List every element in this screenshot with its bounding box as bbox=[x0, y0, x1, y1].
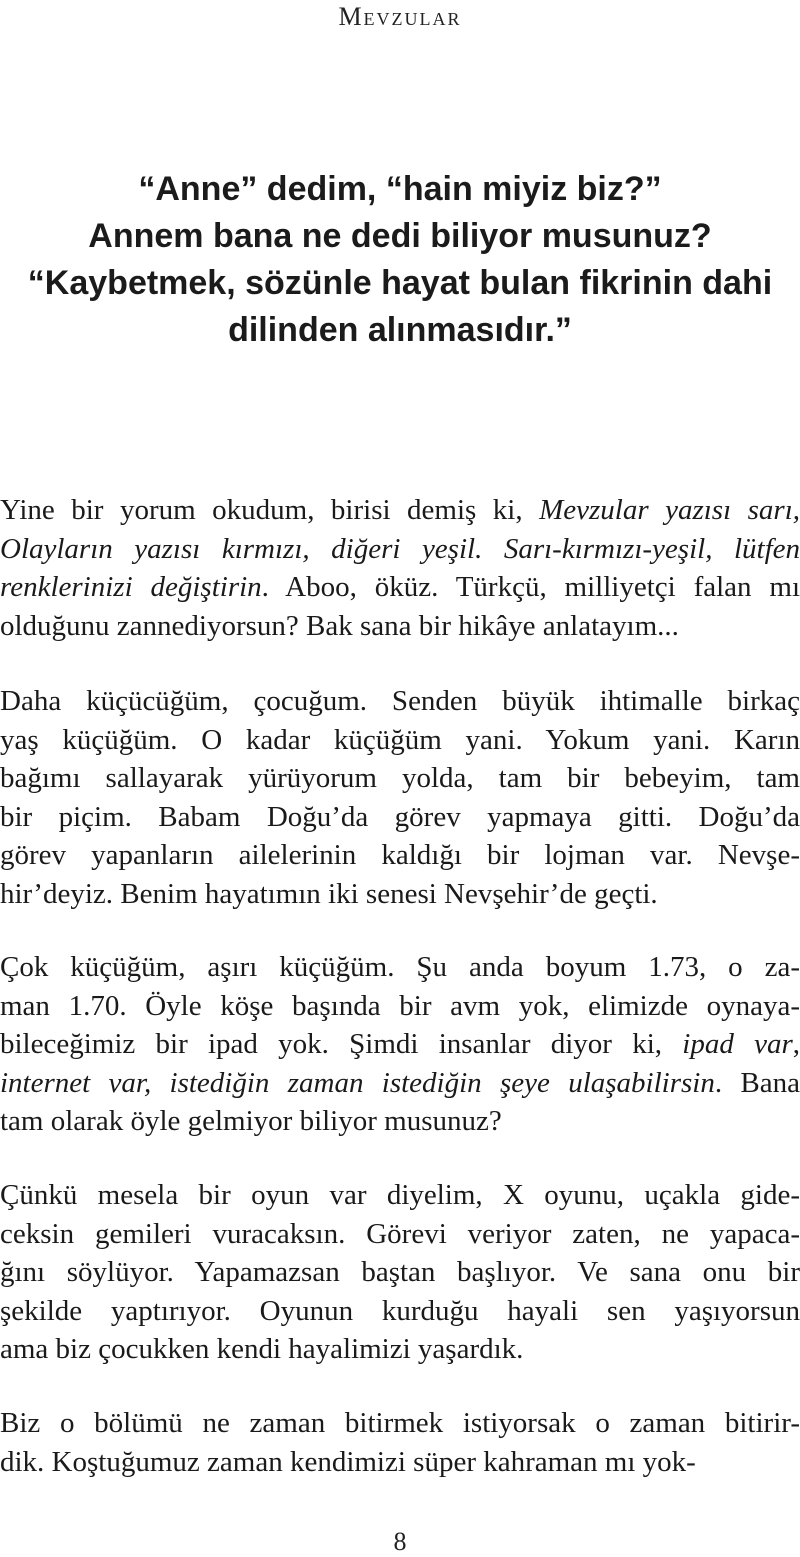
text-line bbox=[0, 987, 800, 1026]
text-line bbox=[0, 836, 800, 875]
text-segment: tam olarak öyle gelmiyor biliyor musunuz? bbox=[0, 1105, 502, 1137]
text-line bbox=[0, 875, 800, 914]
text-line bbox=[0, 798, 800, 837]
text-segment: şekilde yaptırıyor. Oyunun kurduğu hayali sen yaşıyorsun bbox=[0, 1294, 800, 1327]
text-segment: bir piçim. Babam Doğu’da görev yapmaya gitti. Doğu’da bbox=[0, 800, 800, 833]
italic-text: ipad var bbox=[682, 1028, 793, 1060]
text-segment: . Aboo, öküz. Türkçü, milliyetçi falan mı bbox=[261, 571, 800, 603]
text-line bbox=[0, 530, 800, 569]
italic-text: Mevzular yazısı sarı, bbox=[539, 494, 800, 526]
text-segment: bağımı sallayarak yürüyorum yolda, tam bir bebeyim, tam bbox=[0, 762, 800, 794]
text-segment: Daha küçücüğüm, çocuğum. Senden büyük ihtimalle birkaç bbox=[0, 685, 800, 717]
text-line bbox=[0, 682, 800, 721]
paragraph bbox=[0, 1176, 800, 1369]
text-segment: ğını söylüyor. Yapamazsan baştan başlıyor. Ve sana onu bir bbox=[0, 1256, 800, 1288]
text-line bbox=[0, 1102, 800, 1141]
text-line bbox=[0, 1176, 800, 1215]
text-segment: bileceğimiz bir ipad yok. Şimdi insanlar diyor ki, bbox=[0, 1028, 683, 1060]
text-line bbox=[0, 1443, 800, 1482]
text-line bbox=[0, 1064, 800, 1103]
pull-quote bbox=[0, 166, 800, 354]
paragraph bbox=[0, 682, 800, 913]
text-segment: dik. Koştuğumuz zaman kendimizi süper kahraman mı yok- bbox=[0, 1445, 696, 1478]
text-segment: ceksin gemileri vuracaksın. Görevi veriyor zaten, ne yapaca- bbox=[0, 1217, 800, 1250]
page-number: 8 bbox=[393, 1527, 407, 1556]
text-line bbox=[0, 607, 800, 646]
text-segment: Biz o bölümü ne zaman bitirmek istiyorsak o zaman bitirir- bbox=[0, 1407, 800, 1439]
text-line bbox=[0, 1253, 800, 1292]
text-line bbox=[0, 568, 800, 607]
italic-text: renklerinizi değiştirin bbox=[0, 571, 262, 603]
text-segment: . Bana bbox=[714, 1066, 800, 1099]
text-segment: görev yapanların ailelerinin kaldığı bir lojman var. Nevşe- bbox=[0, 839, 800, 871]
text-segment: Yine bir yorum okudum, birisi demiş ki, bbox=[0, 494, 540, 526]
pull-quote-line: “Kaybetmek, sözünle hayat bulan fikrinin dahi bbox=[27, 264, 773, 302]
text-line bbox=[0, 1025, 800, 1064]
text-segment: ama biz çocukken kendi hayalimizi yaşardık. bbox=[0, 1333, 524, 1365]
text-line bbox=[0, 721, 800, 760]
text-segment: Çok küçüğüm, aşırı küçüğüm. Şu anda boyum 1.73, o za- bbox=[0, 951, 800, 983]
italic-text: internet var, istediğin zaman istediğin şeye ulaşabilirsin bbox=[0, 1066, 715, 1099]
text-line bbox=[0, 759, 800, 798]
text-line bbox=[0, 1292, 800, 1331]
text-line bbox=[0, 1330, 800, 1369]
text-line bbox=[0, 948, 800, 987]
pull-quote-line: dilinden alınmasıdır.” bbox=[228, 311, 572, 349]
text-segment: yaş küçüğüm. O kadar küçüğüm yani. Yokum yani. Karın bbox=[0, 723, 800, 756]
pull-quote-line: “Anne” dedim, “hain miyiz biz?” bbox=[138, 170, 662, 208]
text-segment: , bbox=[792, 1028, 800, 1060]
text-line bbox=[0, 1404, 800, 1443]
text-line bbox=[0, 1215, 800, 1254]
running-header: Mevzular bbox=[338, 2, 462, 31]
pull-quote-line: Annem bana ne dedi biliyor musunuz? bbox=[88, 217, 712, 255]
text-segment: Çünkü mesela bir oyun var diyelim, X oyunu, uçakla gide- bbox=[0, 1179, 800, 1211]
text-line bbox=[0, 491, 800, 530]
paragraph bbox=[0, 491, 800, 645]
paragraph bbox=[0, 1404, 800, 1481]
italic-text: Olayların yazısı kırmızı, diğeri yeşil. Sarı-kırmızı-yeşil, lütfen bbox=[0, 532, 800, 565]
text-segment: man 1.70. Öyle köşe başında bir avm yok, elimizde oynaya- bbox=[0, 989, 800, 1022]
text-segment: olduğunu zannediyorsun? Bak sana bir hikâye anlatayım... bbox=[0, 609, 679, 642]
text-segment: hir’deyiz. Benim hayatımın iki senesi Nevşehir’de geçti. bbox=[0, 877, 658, 910]
paragraph bbox=[0, 948, 800, 1141]
